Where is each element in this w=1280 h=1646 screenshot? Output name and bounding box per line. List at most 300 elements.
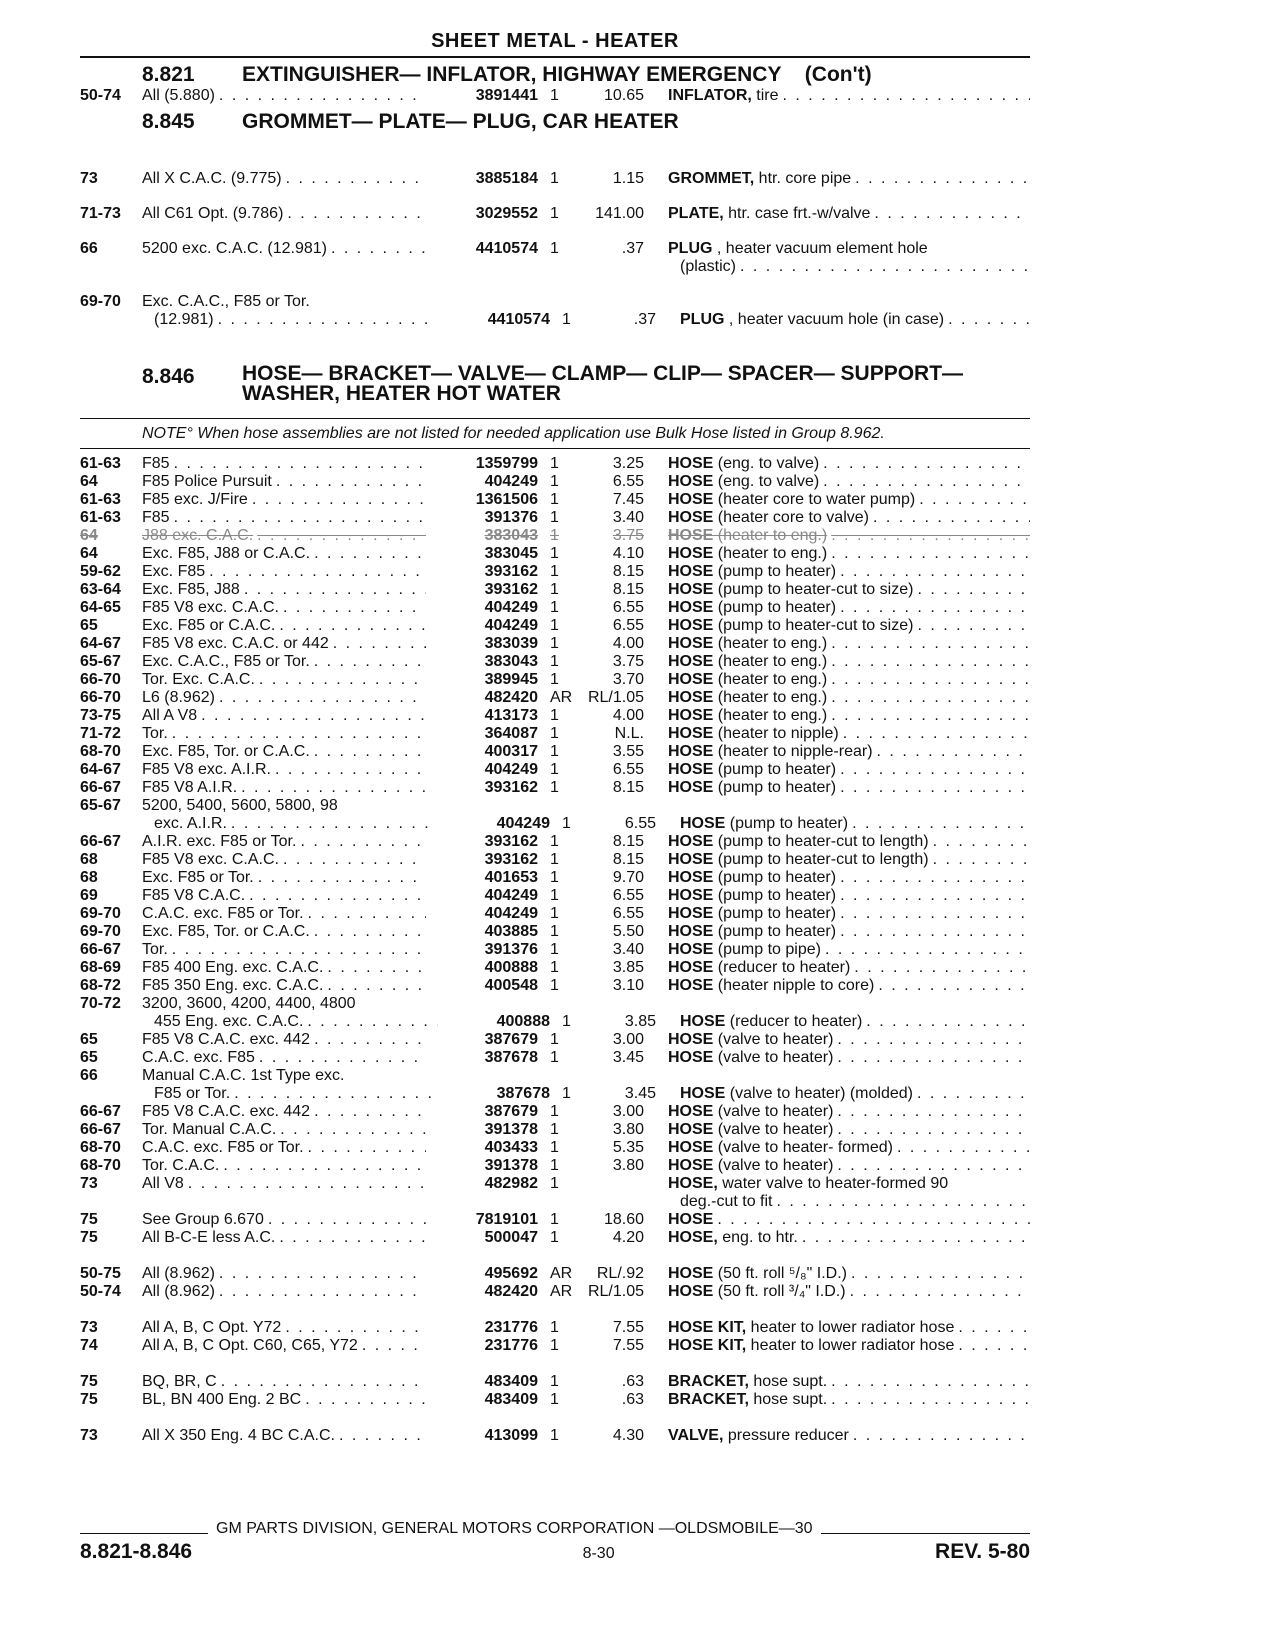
part-number-cell: 383039 (484, 635, 538, 652)
price-cell: .63 (621, 1391, 644, 1408)
leader-dots (827, 1391, 1030, 1409)
table-row-line (80, 491, 1030, 509)
application-text: C.A.C. exc. F85 or Tor. (142, 1139, 304, 1156)
leader-dots (869, 509, 1030, 527)
description-cell (644, 563, 1030, 581)
description-detail: (heater to nipple) (713, 725, 839, 742)
part-number-cell: 4410574 (487, 311, 550, 328)
description-noun: VALVE, (668, 1427, 724, 1444)
revision-date: REV. 5-80 (935, 1540, 1030, 1563)
table-row (80, 473, 1030, 491)
quantity-cell: 1 (550, 1175, 559, 1192)
part-number-cell: 1359799 (475, 455, 538, 472)
description-cell (644, 1391, 1030, 1409)
leader-dots (254, 869, 426, 887)
quantity-cell (538, 1193, 580, 1211)
table-row (80, 1229, 1030, 1247)
table-row-line (80, 923, 1030, 941)
application-cell (142, 473, 426, 491)
description-text (668, 1283, 846, 1301)
application-cell (142, 851, 426, 869)
description-text (668, 1139, 893, 1157)
quantity-cell: 1 (550, 563, 559, 580)
table-row-line (80, 905, 1030, 923)
leader-dots (310, 923, 426, 941)
description-detail: (heater to eng.) (713, 527, 828, 544)
part-number-cell: 391376 (484, 509, 538, 526)
page-footer (80, 1520, 1030, 1564)
description-cell (644, 869, 1030, 887)
group-number: 8.846 (142, 365, 195, 388)
group-title: GROMMET— PLATE— PLUG, CAR HEATER (242, 110, 679, 133)
leader-dots (915, 491, 1030, 509)
description-noun: HOSE (668, 635, 714, 652)
application-cell (142, 455, 426, 473)
leader-dots (827, 527, 1030, 545)
application-text: exc. A.I.R. (154, 815, 227, 832)
table-row (80, 545, 1030, 563)
description-cell (644, 491, 1030, 509)
leader-dots (215, 1283, 426, 1301)
table-row (80, 761, 1030, 779)
application-text: J88 exc. C.A.C. (142, 527, 254, 544)
description-noun: HOSE (668, 617, 714, 634)
quantity-cell: 1 (550, 599, 559, 616)
leader-dots (913, 1085, 1030, 1103)
table-row-line (80, 869, 1030, 887)
quantity-cell: 1 (550, 1391, 559, 1408)
price-cell: 3.40 (612, 509, 644, 526)
leader-dots (873, 743, 1030, 761)
quantity-cell: 1 (550, 491, 559, 508)
table-row (80, 689, 1030, 707)
group-title: EXTINGUISHER— INFLATOR, HIGHWAY EMERGENCY (Con't) (242, 63, 872, 86)
quantity-cell: 1 (550, 1139, 559, 1156)
quantity-cell: 1 (550, 1157, 559, 1174)
table-row-line (80, 707, 1030, 725)
table-row-line (80, 833, 1030, 851)
leader-dots (836, 563, 1030, 581)
application-cell (142, 869, 426, 887)
description-cell (644, 87, 1030, 105)
price-cell: 6.55 (624, 815, 656, 832)
part-number-cell: 383043 (484, 653, 538, 670)
catalog-page (80, 30, 1030, 1445)
description-noun: HOSE (668, 1103, 714, 1120)
table-row (80, 905, 1030, 923)
quantity-cell: 1 (550, 1103, 559, 1120)
application-cell (142, 527, 426, 545)
description-cell (644, 977, 1030, 995)
year-cell (80, 1193, 142, 1211)
page-number: 8-30 (582, 1545, 615, 1562)
description-detail: (reducer to heater) (725, 1013, 863, 1030)
title-rule (80, 56, 1030, 58)
table-row-line (80, 1049, 1030, 1067)
description-text (668, 1229, 798, 1247)
leader-dots (833, 1121, 1030, 1139)
year-cell: 50-74 (80, 87, 121, 104)
description-detail: heater to lower radiator hose (746, 1319, 955, 1336)
table-row (80, 1103, 1030, 1121)
year-cell: 50-75 (80, 1265, 121, 1282)
year-cell: 66-70 (80, 671, 121, 688)
part-number-cell: 404249 (484, 617, 538, 634)
year-cell: 68-69 (80, 959, 121, 976)
table-row (80, 941, 1030, 959)
description-continued: (plastic) (680, 258, 737, 275)
application-text: Tor. (142, 725, 168, 742)
table-row (80, 1067, 1030, 1103)
year-cell: 64 (80, 473, 98, 490)
part-number-cell: 404249 (484, 887, 538, 904)
description-noun: HOSE (668, 689, 714, 706)
table-row (80, 1031, 1030, 1049)
quantity-cell: 1 (550, 851, 559, 868)
table-row-line (80, 1139, 1030, 1157)
table-row-line (80, 761, 1030, 779)
application-cell (142, 1139, 426, 1157)
group-number: 8.821 (142, 63, 195, 86)
table-row-line (80, 1391, 1030, 1409)
quantity-cell: 1 (550, 635, 559, 652)
application-cell (142, 635, 426, 653)
table-row (80, 923, 1030, 941)
application-cell (142, 1157, 426, 1175)
leader-dots (827, 689, 1030, 707)
table-row-line (80, 87, 1030, 105)
part-number-cell: 483409 (484, 1373, 538, 1390)
leader-dots (304, 1139, 426, 1157)
quantity-cell: 1 (550, 743, 559, 760)
application-cell (142, 491, 426, 509)
leader-dots (848, 815, 1030, 833)
description-text (668, 205, 870, 223)
description-noun: HOSE, (668, 1229, 718, 1246)
price-cell: 3.85 (612, 959, 644, 976)
application-text: Tor. C.A.C. (142, 1157, 220, 1174)
application-text: BQ, BR, C (142, 1373, 217, 1390)
table-row-line (80, 797, 1030, 815)
description-detail: (pump to heater) (713, 761, 837, 778)
part-number-cell: 387679 (484, 1031, 538, 1048)
quantity-cell: 1 (550, 473, 559, 490)
description-cell (644, 1049, 1030, 1067)
application-cell (142, 941, 426, 959)
table-row (80, 170, 1030, 188)
description-detail: (reducer to heater) (713, 959, 851, 976)
table-row (80, 293, 1030, 329)
quantity-cell: 1 (550, 1373, 559, 1390)
description-text (668, 923, 836, 941)
part-number-cell: 400548 (484, 977, 538, 994)
leader-dots (827, 707, 1030, 725)
application-text: All X C.A.C. (9.775) (142, 170, 282, 187)
description-text (668, 473, 819, 491)
price-cell: .37 (621, 240, 644, 257)
year-cell: 73 (80, 170, 98, 187)
table-row (80, 1121, 1030, 1139)
part-number-cell: 231776 (484, 1337, 538, 1354)
application-cell (142, 977, 426, 995)
year-cell: 64-65 (80, 599, 121, 616)
year-cell: 71-73 (80, 205, 121, 222)
part-number-cell: 401653 (484, 869, 538, 886)
description-detail: (valve to heater) (713, 1157, 834, 1174)
part-number-cell: 391378 (484, 1157, 538, 1174)
table-row-line (80, 240, 1030, 258)
table-row-line (80, 671, 1030, 689)
description-cell (644, 1193, 1030, 1211)
description-detail: htr. case frt.-w/valve (723, 205, 871, 222)
part-number-cell: 413099 (484, 1427, 538, 1444)
part-number-cell: 393162 (484, 581, 538, 598)
application-text: Exc. F85, J88 or C.A.C. (142, 545, 311, 562)
year-cell: 70-72 (80, 995, 121, 1012)
description-noun: HOSE (668, 977, 714, 994)
part-number-cell (426, 1193, 538, 1211)
leader-dots (255, 1049, 426, 1067)
application-cell (142, 1031, 426, 1049)
price-cell: 9.70 (612, 869, 644, 886)
table-row-line (80, 170, 1030, 188)
description-noun: PLUG (668, 240, 713, 257)
application-text: F85 V8 exc. C.A.C. or 442 (142, 635, 329, 652)
description-cell (644, 455, 1030, 473)
description-cell (644, 170, 1030, 188)
leader-dots (230, 1085, 438, 1103)
table-row (80, 1337, 1030, 1355)
description-detail: , heater vacuum hole (in case) (724, 311, 945, 328)
year-cell: 65-67 (80, 797, 121, 814)
year-cell: 50-74 (80, 1283, 121, 1300)
table-row (80, 455, 1030, 473)
leader-dots (253, 527, 426, 545)
application-text: F85 V8 exc. C.A.C. (142, 851, 279, 868)
application-cell (142, 995, 426, 1013)
parts-table-8821 (80, 87, 1030, 105)
table-row (80, 1139, 1030, 1157)
description-cell (644, 905, 1030, 923)
application-cell (142, 1391, 426, 1409)
leader-dots (839, 725, 1030, 743)
application-text: (12.981) (154, 311, 214, 328)
quantity-cell: 1 (550, 509, 559, 526)
description-detail: (pump to heater) (713, 563, 837, 580)
table-row (80, 205, 1030, 223)
quantity-cell: 1 (550, 240, 559, 257)
quantity-cell: 1 (550, 1229, 559, 1246)
description-text (668, 1391, 827, 1409)
description-text (680, 1085, 913, 1103)
leader-dots (219, 1157, 426, 1175)
year-cell: 69-70 (80, 905, 121, 922)
description-text (668, 707, 827, 725)
part-number-cell: 3029552 (475, 205, 538, 222)
leader-dots (215, 1265, 426, 1283)
leader-dots (929, 833, 1030, 851)
leader-dots (819, 455, 1030, 473)
quantity-cell: 1 (550, 869, 559, 886)
leader-dots (303, 1013, 438, 1031)
year-cell: 66 (80, 1067, 98, 1084)
application-cell (142, 599, 426, 617)
application-cell (142, 617, 426, 635)
application-text: Tor. Manual C.A.C. (142, 1121, 277, 1138)
leader-dots (323, 977, 426, 995)
price-cell: 6.55 (612, 761, 644, 778)
description-text (668, 87, 779, 105)
table-row (80, 581, 1030, 599)
description-text (668, 977, 874, 995)
description-cell (644, 1175, 1030, 1193)
description-detail: eng. to htr. (717, 1229, 798, 1246)
description-noun: HOSE (668, 455, 714, 472)
year-cell: 66-67 (80, 779, 121, 796)
application-cell (142, 1121, 426, 1139)
description-detail: (heater to eng.) (713, 635, 828, 652)
description-detail: (pump to heater) (713, 599, 837, 616)
leader-dots (255, 671, 426, 689)
description-text (668, 545, 827, 563)
leader-dots (217, 1373, 426, 1391)
year-cell: 66-67 (80, 833, 121, 850)
description-detail: pressure reducer (723, 1427, 849, 1444)
description-cell (644, 1427, 1030, 1445)
quantity-cell: 1 (550, 617, 559, 634)
application-cell (142, 509, 426, 527)
leader-dots (245, 887, 426, 905)
price-cell: 3.85 (624, 1013, 656, 1030)
description-cell (644, 1373, 1030, 1391)
description-detail: (valve to heater) (713, 1031, 834, 1048)
leader-dots (833, 1049, 1030, 1067)
part-number-cell: 391378 (484, 1121, 538, 1138)
price-cell: 18.60 (603, 1211, 644, 1228)
quantity-cell: 1 (550, 1337, 559, 1354)
application-cell (142, 779, 426, 797)
description-text (668, 761, 836, 779)
description-cell (644, 1265, 1030, 1283)
table-row (80, 617, 1030, 635)
application-text: F85 V8 C.A.C. exc. 442 (142, 1103, 311, 1120)
year-cell: 68-70 (80, 1139, 121, 1156)
application-cell (142, 170, 426, 188)
part-number-cell: 400888 (484, 959, 538, 976)
description-cell (644, 959, 1030, 977)
leader-dots (296, 833, 426, 851)
leader-dots (283, 205, 426, 223)
table-row-line (80, 743, 1030, 761)
year-cell (80, 258, 142, 276)
description-text (668, 1049, 833, 1067)
year-cell: 65-67 (80, 653, 121, 670)
application-cell (142, 581, 426, 599)
table-row-line (80, 941, 1030, 959)
quantity-cell: 1 (550, 671, 559, 688)
description-cell (644, 851, 1030, 869)
application-cell (142, 1319, 426, 1337)
part-number-cell: 393162 (484, 833, 538, 850)
application-cell (142, 1013, 438, 1031)
description-noun: HOSE (668, 671, 714, 688)
leader-dots (851, 170, 1030, 188)
description-detail: (50 ft. roll ⁵/₈" I.D.) (713, 1265, 847, 1282)
table-row-line (80, 563, 1030, 581)
description-noun: HOSE (668, 761, 714, 778)
description-text (668, 833, 929, 851)
description-cell (644, 1211, 1030, 1229)
application-text: All (5.880) (142, 87, 215, 104)
description-cell (656, 311, 1030, 329)
application-text: Exc. F85 (142, 563, 206, 580)
description-noun: HOSE (668, 509, 714, 526)
year-cell: 64-67 (80, 635, 121, 652)
group-heading-8845 (80, 109, 1030, 134)
description-text (668, 743, 873, 761)
table-row-line (80, 1085, 1030, 1103)
description-noun: HOSE (668, 959, 714, 976)
price-cell: 3.45 (612, 1049, 644, 1066)
price-cell: RL/1.05 (587, 689, 644, 706)
description-cell (644, 527, 1030, 545)
application-text: All B-C-E less A.C. (142, 1229, 276, 1246)
description-text (668, 455, 819, 473)
leader-dots (827, 635, 1030, 653)
year-cell: 75 (80, 1373, 98, 1390)
page-title: SHEET METAL - HEATER (431, 30, 679, 52)
table-row (80, 725, 1030, 743)
part-number-cell: 495692 (484, 1265, 538, 1282)
table-row-line (80, 1013, 1030, 1031)
price-cell: .37 (633, 311, 656, 328)
application-text: All A, B, C Opt. Y72 (142, 1319, 282, 1336)
price-cell: 3.40 (612, 941, 644, 958)
price-cell: 4.10 (612, 545, 644, 562)
description-noun: HOSE (668, 923, 714, 940)
description-detail: (valve to heater) (713, 1121, 834, 1138)
leader-dots (358, 1337, 426, 1355)
description-noun: HOSE (668, 599, 714, 616)
price-cell (580, 1193, 644, 1211)
description-text (668, 671, 827, 689)
table-row (80, 563, 1030, 581)
application-cell (142, 671, 426, 689)
application-cell (142, 1337, 426, 1355)
leader-dots (836, 761, 1030, 779)
year-cell: 63-64 (80, 581, 121, 598)
table-row-line (80, 581, 1030, 599)
description-cell (644, 635, 1030, 653)
table-row-line (80, 1157, 1030, 1175)
description-noun: HOSE (668, 833, 714, 850)
description-detail: (valve to heater) (713, 1049, 834, 1066)
application-text: F85 V8 exc. C.A.C. (142, 599, 279, 616)
application-text: All X 350 Eng. 4 BC C.A.C. (142, 1427, 335, 1444)
leader-dots (170, 455, 426, 473)
price-cell: 7.55 (612, 1319, 644, 1336)
price-cell: 3.80 (612, 1157, 644, 1174)
part-number-cell: 404249 (496, 815, 550, 832)
year-cell: 66-67 (80, 1103, 121, 1120)
application-text: F85 exc. J/Fire (142, 491, 248, 508)
application-cell (142, 545, 426, 563)
application-cell (142, 87, 426, 105)
leader-dots (779, 87, 1030, 105)
year-cell: 65 (80, 617, 98, 634)
table-row (80, 797, 1030, 833)
description-noun: HOSE (668, 869, 714, 886)
